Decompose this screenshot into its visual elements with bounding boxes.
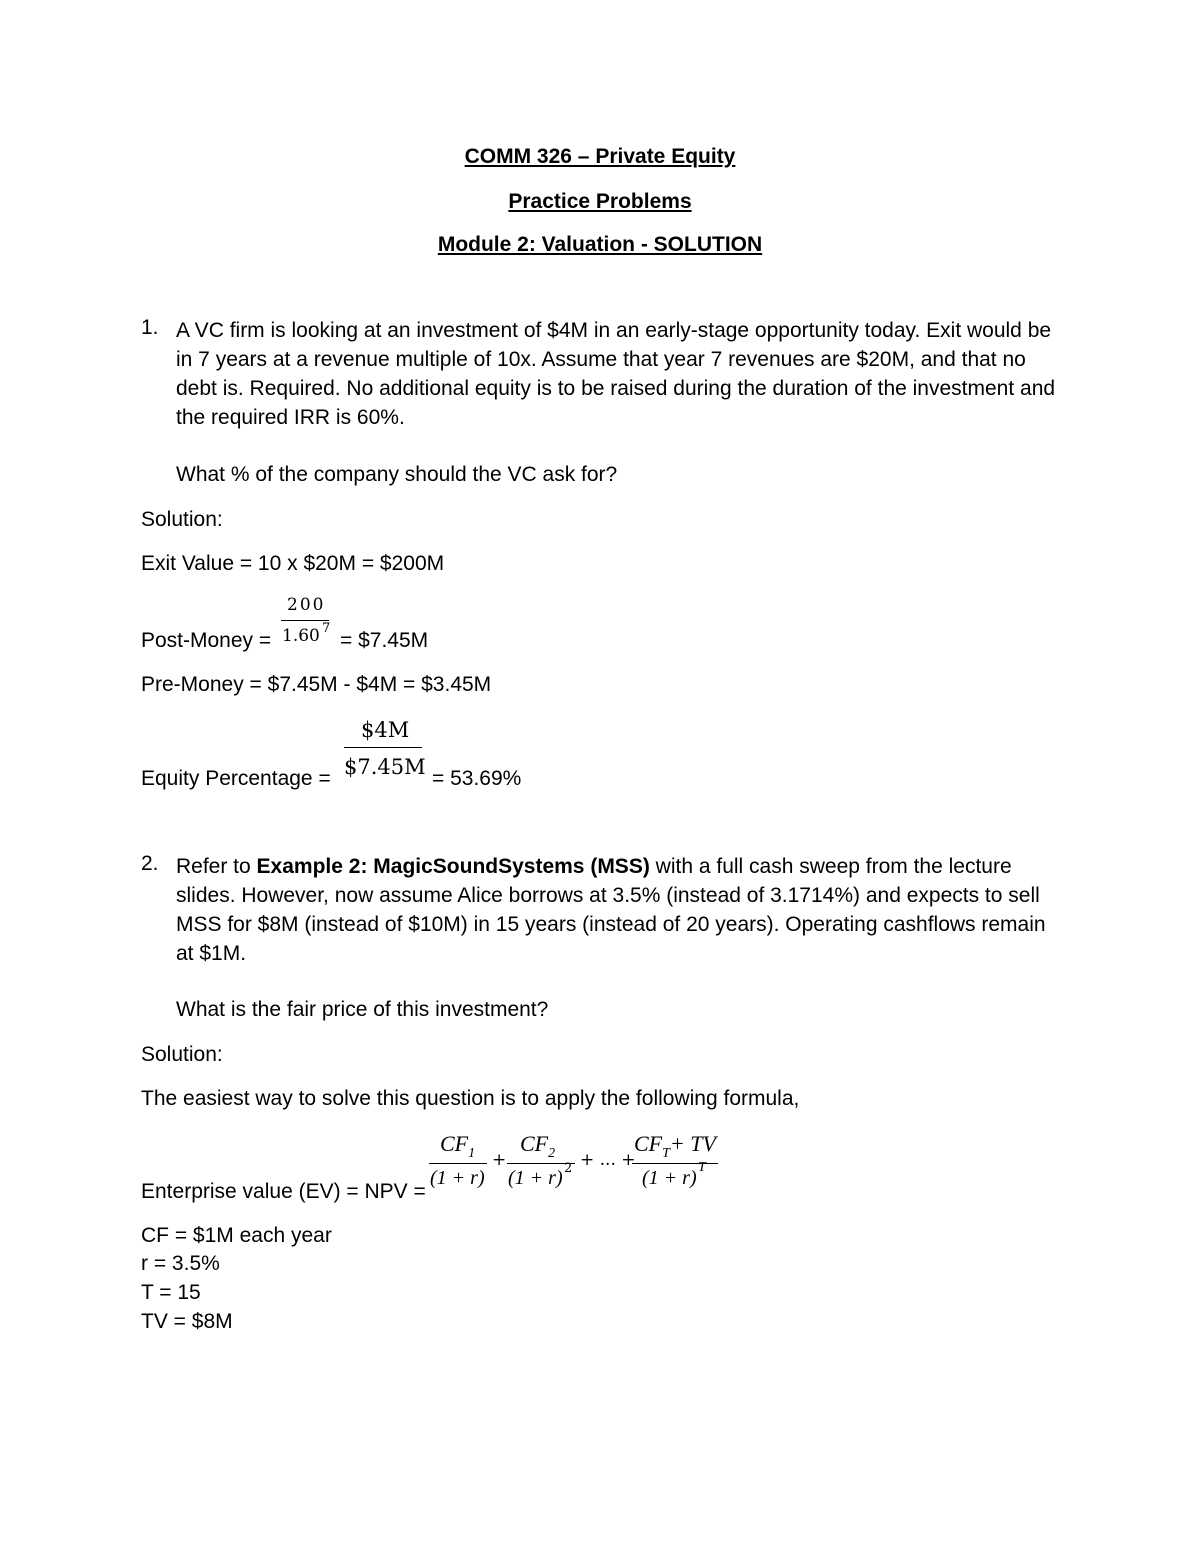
term1-cf: CF (440, 1131, 469, 1156)
question-1-solution-label: Solution: (141, 508, 223, 531)
post-money-denominator: 1.60 (282, 626, 320, 646)
exit-value-line: Exit Value = 10 x $20M = $200M (141, 552, 445, 575)
equity-fraction-line (344, 747, 422, 748)
equity-percentage-result: = 53.69% (432, 767, 522, 790)
enterprise-value-label: Enterprise value (EV) = NPV = (141, 1180, 426, 1203)
example-2-reference: Example 2: MagicSoundSystems (MSS) (256, 855, 650, 878)
term1-fraction-line (429, 1163, 487, 1164)
post-money-result: = $7.45M (340, 629, 429, 652)
param-tv: TV = $8M (141, 1310, 233, 1333)
termT-cf: CF (634, 1131, 663, 1156)
term2-numerator (520, 1131, 556, 1161)
question-2-solution-label: Solution: (141, 1043, 223, 1066)
practice-title: Practice Problems (508, 190, 692, 213)
plus-sign-1: + (492, 1150, 507, 1170)
equity-denominator: $7.45M (344, 755, 426, 779)
termT-exponent: T (698, 1160, 706, 1175)
term1-numerator (440, 1131, 476, 1161)
question-1-number: 1. (141, 316, 159, 339)
question-1-text: A VC firm is looking at an investment of $4M in an early-stage opportunity today. Exit would be in 7 years at a revenue multiple of 10x. Assume that year 7 revenues are $20M, and that no debt is. Required. No additional equity is to be raised during the duration of the investment and the required IRR is 60%. (176, 319, 1056, 429)
course-title: COMM 326 – Private Equity (464, 145, 736, 168)
question-2-number: 2. (141, 852, 159, 875)
term2-cf: CF (520, 1131, 549, 1156)
question-2-text (176, 852, 1056, 968)
post-money-exponent: 7 (322, 621, 331, 636)
term2-exponent: 2 (564, 1161, 573, 1176)
param-r: r = 3.5% (141, 1252, 220, 1275)
post-money-label: Post-Money = (141, 629, 272, 652)
question-2-text-suffix: with a full cash sweep from the lecture slides. However, now assume Alice borrows at 3.5% (instead of 3.1714%) and expects to sell MSS for $8M (instead of $10M) in 15 years (instead of 20 years). Operating cashflows remain at $1M. (176, 855, 1046, 965)
term2-denominator: (1 + r) (508, 1167, 563, 1189)
post-money-numerator: 200 (287, 595, 326, 615)
term1-denominator: (1 + r) (430, 1167, 485, 1189)
module-title: Module 2: Valuation - SOLUTION (437, 233, 763, 256)
param-cf: CF = $1M each year (141, 1224, 332, 1247)
term2-subscript: 2 (548, 1146, 556, 1161)
termT-subscript: T (662, 1146, 670, 1161)
question-2-prompt: What is the fair price of this investment? (176, 998, 549, 1021)
equity-percentage-label: Equity Percentage = (141, 767, 331, 790)
termT-denominator: (1 + r) (642, 1167, 697, 1189)
termT-tv: + TV (669, 1131, 716, 1156)
termT-numerator (634, 1131, 716, 1161)
question-2-text-prefix: Refer to (176, 855, 257, 878)
term1-subscript: 1 (468, 1146, 476, 1161)
equity-numerator (361, 718, 409, 742)
equity-numerator-text: $4M (361, 718, 410, 742)
pre-money-line: Pre-Money = $7.45M - $4M = $3.45M (141, 673, 492, 696)
formula-intro: The easiest way to solve this question is to apply the following formula, (141, 1087, 800, 1110)
ellipsis-plus: + ... + (580, 1150, 636, 1170)
question-1-prompt: What % of the company should the VC ask for? (176, 463, 618, 486)
param-t: T = 15 (141, 1281, 201, 1304)
